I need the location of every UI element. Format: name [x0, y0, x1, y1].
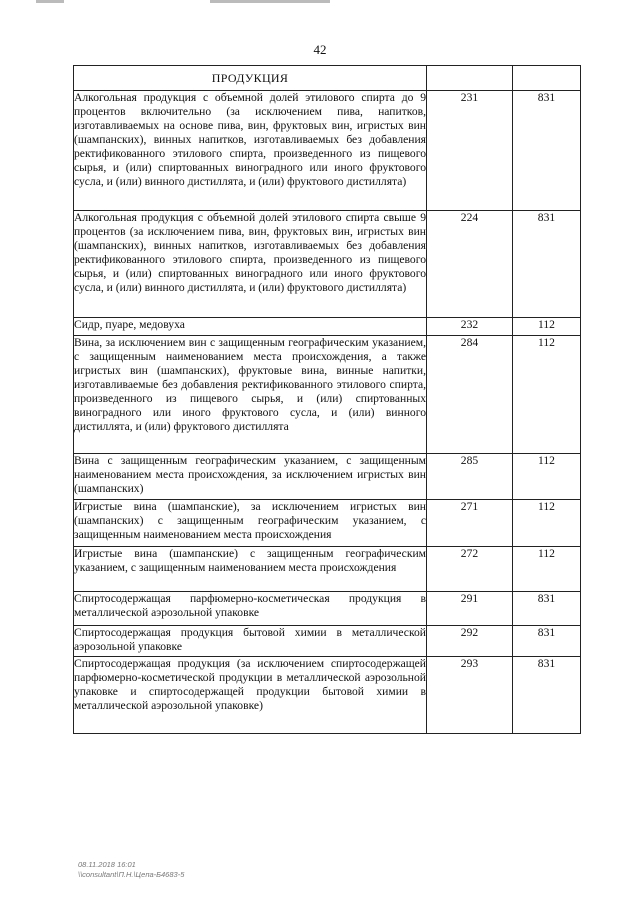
product-category: 112	[513, 318, 581, 336]
product-code: 285	[427, 454, 513, 500]
footer-date: 08.11.2018 16:01	[78, 860, 136, 869]
product-code: 232	[427, 318, 513, 336]
table-row	[74, 592, 581, 626]
header-product: ПРОДУКЦИЯ	[74, 66, 427, 91]
product-code: 293	[427, 657, 513, 734]
product-category: 831	[513, 91, 581, 211]
product-description: Спиртосодержащая парфюмерно-косметическая продукция в металлической аэрозольной упаковке	[74, 592, 427, 626]
product-code: 272	[427, 547, 513, 592]
product-category: 831	[513, 592, 581, 626]
product-description: Игристые вина (шампанские), за исключением игристых вин (шампанских) с защищенным географическим указанием, с защищенным наименованием места происхождения	[74, 500, 427, 547]
header-category	[513, 66, 581, 91]
product-description: Вина с защищенным географическим указанием, с защищенным наименованием места происхождения, за исключением игристых вин (шампанских)	[74, 454, 427, 500]
page-number: 42	[313, 42, 327, 57]
product-category: 112	[513, 500, 581, 547]
table-row	[74, 500, 581, 547]
product-description: Спиртосодержащая продукция бытовой химии в металлической аэрозольной упаковке	[74, 626, 427, 657]
product-category: 831	[513, 626, 581, 657]
scan-mark	[210, 0, 330, 3]
product-description: Сидр, пуаре, медовуха	[74, 318, 427, 336]
product-category: 831	[513, 657, 581, 734]
table-header-row	[74, 66, 581, 91]
table-row	[74, 454, 581, 500]
product-code: 231	[427, 91, 513, 211]
table-row	[74, 318, 581, 336]
product-description: Алкогольная продукция с объемной долей этилового спирта до 9 процентов включительно (за исключением пива, напитков, изготавливаемых на основе пива, вин, фруктовых вин, игристых вин (шампанских), винных напитков, изготавливаемых без добавления ректификованного этилового спирта, произведенного из пищевого сырья, и (или) спиртованных виноградного или иного фруктового сусла, и (или) винного дистиллята, и (или) фруктового дистиллята)	[74, 91, 427, 211]
footer-stamp: \\consultant\П.Н.\Цепа-Б4683-5	[78, 870, 185, 879]
product-description: Игристые вина (шампанские) с защищенным географическим указанием, с защищенным наименованием места происхождения	[74, 547, 427, 592]
product-code: 291	[427, 592, 513, 626]
product-table	[73, 65, 581, 734]
product-code: 224	[427, 211, 513, 318]
table-row	[74, 547, 581, 592]
product-category: 112	[513, 454, 581, 500]
product-description: Вина, за исключением вин с защищенным географическим указанием, с защищенным наименованием места происхождения, а также игристых вин (шампанских), фруктовые вина, винные напитки, изготавливаемые без добавления ректификованного этилового спирта, произведенного из пищевого сырья, и (или) спиртованных виноградного или иного фруктового сусла, и (или) винного дистиллята, и (или) фруктового дистиллята	[74, 336, 427, 454]
product-category: 112	[513, 547, 581, 592]
table-row	[74, 91, 581, 211]
scan-mark	[36, 0, 64, 3]
product-description: Спиртосодержащая продукция (за исключением спиртосодержащей парфюмерно-косметической продукции в металлической аэрозольной упаковке и спиртосодержащей продукции бытовой химии в металлической аэрозольной упаковке)	[74, 657, 427, 734]
table-row	[74, 211, 581, 318]
product-code: 284	[427, 336, 513, 454]
table-row	[74, 657, 581, 734]
header-code	[427, 66, 513, 91]
table-row	[74, 336, 581, 454]
table-row	[74, 626, 581, 657]
product-description: Алкогольная продукция с объемной долей этилового спирта свыше 9 процентов (за исключением пива, вин, фруктовых вин, игристых вин (шампанских), винных напитков, изготавливаемых без добавления ректификованного этилового спирта, произведенного из пищевого сырья, и (или) спиртованных виноградного или иного фруктового сусла, и (или) винного дистиллята, и (или) фруктового дистиллята)	[74, 211, 427, 318]
product-category: 112	[513, 336, 581, 454]
product-code: 271	[427, 500, 513, 547]
product-category: 831	[513, 211, 581, 318]
product-code: 292	[427, 626, 513, 657]
